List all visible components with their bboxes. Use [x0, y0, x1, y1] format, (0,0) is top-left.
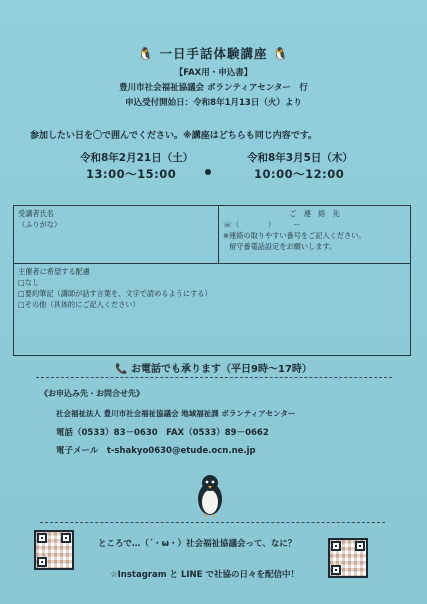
- option-none[interactable]: □なし: [18, 278, 40, 287]
- option-other[interactable]: □その他（具体的にご記入ください）: [18, 300, 140, 309]
- phone-notice-row: [0, 360, 427, 375]
- option-summary-writing[interactable]: □要約筆記（講師が話す言葉を、文字で読めるようにする）: [18, 289, 212, 298]
- phone-icon: 📞: [115, 364, 128, 375]
- session-1-date: 令和8年2月21日（土）: [80, 152, 194, 164]
- penguin-mascot: [193, 472, 227, 518]
- contact-note: 留守番電話設定をお願いします。: [229, 242, 337, 251]
- instagram-qr-code[interactable]: [34, 530, 74, 570]
- penguin-icon: 🐧: [272, 46, 290, 61]
- title-row: [0, 44, 427, 62]
- phone-notice: お電話でも承ります（平日9時～17時）: [131, 364, 312, 375]
- form-subtitle: 【FAX用・申込書】: [174, 68, 253, 78]
- line-qr-code[interactable]: [328, 538, 368, 578]
- address-line: 豊川市社会福祉協議会 ボランティアセンター 行: [119, 83, 308, 93]
- instruction-text: 参加したい日を〇で囲んでください。※講座はどちらも同じ内容です。: [30, 131, 318, 141]
- contact-cell[interactable]: [219, 206, 411, 264]
- contact-heading: 《お申込み先・お問合せ先》: [40, 389, 144, 398]
- page-title: 一日手話体験講座: [159, 46, 268, 61]
- application-form: [13, 205, 411, 356]
- contact-email[interactable]: 電子メール t-shakyo0630@etude.ocn.ne.jp: [56, 446, 256, 456]
- session-2-time: 10:00～12:00: [254, 167, 345, 181]
- request-cell: [14, 264, 411, 356]
- divider: [36, 377, 392, 378]
- penguin-icon: 🐧: [137, 46, 155, 61]
- divider: [40, 522, 385, 523]
- footer-question: ところで…（´・ω・）社会福祉協議会って、なに？: [98, 539, 297, 549]
- separator-dot: [205, 169, 211, 175]
- contact-org: 社会福祉法人 豊川市社会福祉協議会 地域福祉課 ボランティアセンター: [56, 409, 296, 418]
- name-cell[interactable]: [14, 206, 219, 264]
- session-1-time: 13:00～15:00: [86, 167, 177, 181]
- session-2-date: 令和8年3月5日（木）: [247, 152, 353, 164]
- contact-note: ※連絡の取りやすい番号をご記入ください。: [223, 231, 366, 240]
- furigana-label: （ふりがな）: [18, 220, 62, 229]
- contact-label: ご 連 絡 先: [289, 209, 340, 218]
- deadline-line: 申込受付開始日：令和8年1月13日（火）より: [125, 98, 302, 108]
- name-label: 受講者氏名: [18, 209, 54, 218]
- phone-field[interactable]: ☏（ ） ー: [223, 220, 301, 229]
- contact-tel-fax: 電話（0533）83－0630 FAX（0533）89－0662: [56, 428, 269, 438]
- footer-sns-line: ☆Instagram と LINE で社協の日々を配信中！: [110, 570, 299, 580]
- request-label: 主催者に希望する配慮: [18, 267, 90, 276]
